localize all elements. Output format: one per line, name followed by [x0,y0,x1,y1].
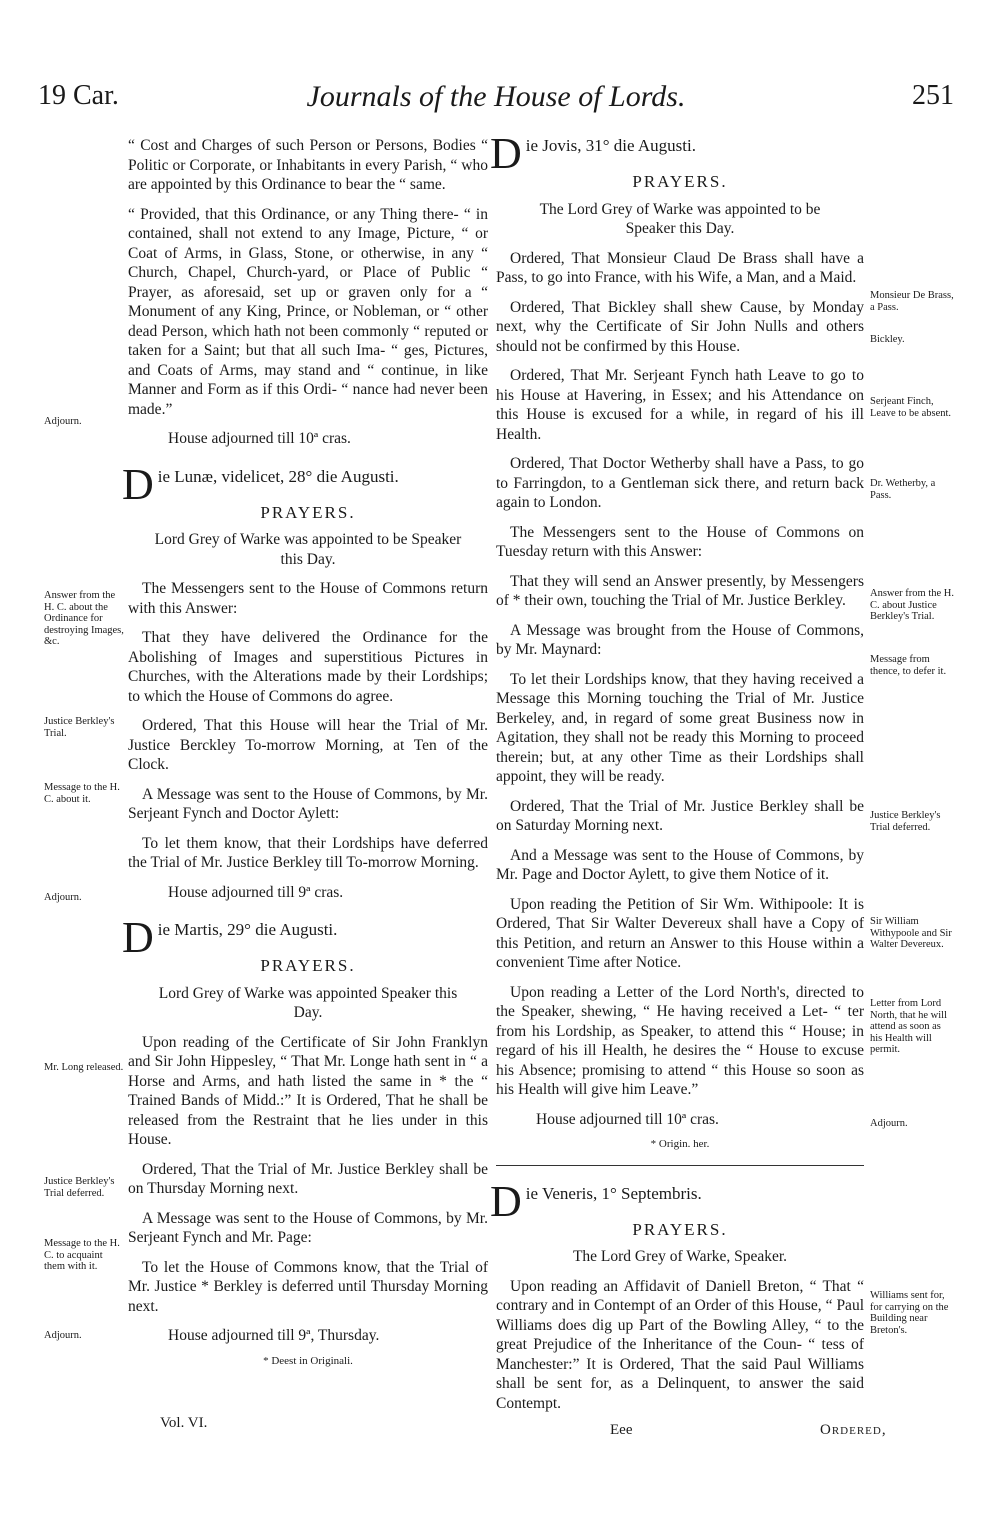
entry-paragraph: Ordered, That this House will hear the Trial of Mr. Justice Berckley To-morrow Morning, at Ten of the Clock. [128,717,488,773]
prayers-heading: PRAYERS. [260,956,356,975]
margin-note: Sir William Withypoole and Sir Walter Devereux. [870,916,952,950]
entry-paragraph: That they will send an Answer presently, by Messengers of * their own, touching the Trial of Mr. Justice Berkley. [496,572,864,609]
section-rule [496,1165,864,1166]
margin-note: Serjeant Finch, Leave to be absent. [870,396,952,419]
margin-note: Adjourn. [44,892,82,903]
margin-note: Message to the H. C. about it. [44,782,120,805]
speaker-line: The Lord Grey of Warke, Speaker. [572,1248,788,1265]
drop-cap: D [490,129,522,178]
entry-paragraph: A Message was sent to the House of Commons, by Mr. Serjeant Fynch and Mr. Page: [128,1209,488,1246]
prayers-heading: PRAYERS. [632,1219,728,1239]
adjournment: House adjourned till 9ª cras. [168,883,344,901]
margin-note: Justice Berkley's Trial. [44,716,115,739]
regnal-year: 19 Car. [38,80,119,111]
day-heading: Die Veneris, 1° Septembris. [490,1176,702,1226]
margin-note: Mr. Long released. [44,1062,124,1073]
entry-paragraph: That they have delivered the Ordinance for the Abolishing of Images and superstitious Pictures in Churches, with the Alterations made by their Lordships; to which the House of Commons do agree. [128,629,488,705]
page-number: 251 [912,80,954,111]
entry-paragraph: Ordered, That Bickley shall shew Cause, by Monday next, why the Certificate of Sir John Nulls and others should not be confirmed by this House. [496,298,864,355]
margin-note: Message to the H. C. to acquaint them with it. [44,1238,120,1272]
margin-note: Letter from Lord North, that he will attend as soon as his Health will permit. [870,998,947,1055]
margin-note: Dr. Wetherby, a Pass. [870,478,936,501]
day-heading: Die Martis, 29° die Augusti. [122,913,338,962]
speaker-line: The Lord Grey of Warke was appointed to be Speaker this Day. [539,200,821,237]
adjournment: House adjourned till 10ª cras. [168,430,351,447]
ordinance-proviso: “ Provided, that this Ordinance, or any Thing there- “ in contained, shall not extend to any Image, Picture, “ or Coat of Arms, in Glass, Stone, or otherwise, in any “ Church, Chapel, Church-yard, or Place of Public “ Prayer, as aforesaid, set up or graven only for a “ Monument of any King, Prince, or Nobleman, or “ other dead Person, which hath not been commonly “ reputed or taken for a Saint; but that all such Ima- “ ges, Pictures, and Coats of Arms, may stand and “ continue, in like Manner and Form as if this Ordi- “ nance had never been made.” [128,205,488,418]
drop-cap: D [490,1176,522,1226]
day-heading: Die Jovis, 31° die Augusti. [490,129,696,178]
entry-paragraph: The Messengers sent to the House of Commons on Tuesday return with this Answer: [496,523,864,560]
prayers-heading: PRAYERS. [260,502,356,522]
entry-paragraph: The Messengers sent to the House of Commons return with this Answer: [128,580,488,617]
entry-paragraph: Ordered, That Doctor Wetherby shall have a Pass, to go to Farringdon, to a Gentleman sick there, and return back again to London. [496,455,864,511]
left-column [122,136,488,1381]
page-header [0,80,992,130]
entry-paragraph: Upon reading a Letter of the Lord North's, directed to the Speaker, shewing, “ He having received a Let- “ ter from his Lordship, as Speaker, to attend this “ House; in regard of his ill Health, he desires the “ House to excuse his Absence; promising to attend “ this House so soon as his Health will give him Leave.” [496,983,864,1098]
right-column [490,129,864,1423]
ordinance-quote-continuation: “ Cost and Charges of such Person or Persons, Bodies “ Politic or Corporate, or Inhabitants in every Parish, “ who are appointed by this Ordinance to bear the “ same. [128,137,488,193]
margin-note: Monsieur De Brass, a Pass. [870,290,954,313]
entry-paragraph: And a Message was sent to the House of Commons, by Mr. Page and Doctor Aylett, to give them Notice of it. [496,846,864,883]
margin-note: Justice Berkley's Trial deferred. [44,1176,115,1199]
prayers-heading: PRAYERS. [632,172,728,191]
margin-note: Answer from the H. C. about the Ordinance for destroying Images, &c. [44,590,124,647]
drop-cap: D [122,459,154,509]
entry-paragraph: To let the House of Commons know, that the Trial of Mr. Justice * Berkley is deferred until Thursday Morning next. [128,1258,488,1315]
entry-paragraph: To let their Lordships know, that they having received a Message this Morning touching the Trial of Mr. Justice Berkeley, and, in regard of some great Business now in Agitation, they shall not be ready this Morning to proceed therein; but, at any other Time as their Lordships shall appoint, they will be ready. [496,670,864,785]
margin-note: Adjourn. [44,416,82,427]
margin-note: Adjourn. [44,1330,82,1341]
drop-cap: D [122,913,154,962]
entry-paragraph: To let them know, that their Lordships have deferred the Trial of Mr. Justice Berkley till To-morrow Morning. [128,834,488,871]
catchword: Ordered, [820,1422,887,1438]
volume-number: Vol. VI. [160,1415,208,1431]
entry-paragraph: Upon reading an Affidavit of Daniell Breton, “ That “ contrary and in Contempt of an Order of this House, “ Paul Williams does dig up Part of the Bowling Alley, “ to the great Prejudice of the Inheritance of the Coun- “ tess of Manchester:” It is Ordered, That the said Paul Williams shall be sent for, as a Delinquent, to answer the said Contempt. [496,1277,864,1412]
margin-note: Bickley. [870,334,905,345]
day-heading: Die Lunæ, videlicet, 28° die Augusti. [122,459,399,509]
margin-note: Message from thence, to defer it. [870,654,947,677]
margin-note: Answer from the H. C. about Justice Berkley's Trial. [870,588,954,622]
entry-paragraph: Ordered, That Monsieur Claud De Brass shall have a Pass, to go into France, with his Wife, a Man, and a Maid. [496,249,864,286]
entry-paragraph: A Message was brought from the House of Commons, by Mr. Maynard: [496,621,864,658]
signature-mark: Eee [610,1422,633,1438]
running-title: Journals of the House of Lords. [306,80,686,113]
adjournment: House adjourned till 9ª, Thursday. [168,1327,380,1344]
entry-paragraph: A Message was sent to the House of Commons, by Mr. Serjeant Fynch and Doctor Aylett: [128,785,488,822]
entry-paragraph: Ordered, That the Trial of Mr. Justice Berkley shall be on Thursday Morning next. [128,1160,488,1197]
entry-paragraph: Upon reading of the Certificate of Sir John Franklyn and Sir John Hippesley, “ That Mr. Longe hath sent in “ a Horse and Arms, and hath listed the same in * the “ Trained Bands of Midd.:” It is Ordered, That he shall be released from the Restraint that he lies under in this House. [128,1033,488,1148]
footnote: * Deest in Originali. [263,1354,353,1367]
entry-paragraph: Upon reading the Petition of Sir Wm. Withipoole: It is Ordered, That Sir Walter Devereux shall have a Copy of this Petition, and return an Answer to this House within a convenient Time after Notice. [496,895,864,971]
footnote: * Origin. her. [650,1138,710,1150]
entry-paragraph: Ordered, That Mr. Serjeant Fynch hath Leave to go to his House at Havering, in Essex; and his Attendance on this House is excused for a while, in regard of his ill Health. [496,367,864,443]
margin-note: Justice Berkley's Trial deferred. [870,810,941,833]
adjournment: House adjourned till 10ª cras. [536,1110,719,1128]
margin-note: Williams sent for, for carrying on the Building near Breton's. [870,1290,949,1336]
speaker-line: Lord Grey of Warke was appointed Speaker this Day. [158,984,458,1021]
margin-note: Adjourn. [870,1118,908,1129]
entry-paragraph: Ordered, That the Trial of Mr. Justice Berkley shall be on Saturday Morning next. [496,797,864,834]
speaker-line: Lord Grey of Warke was appointed to be Speaker this Day. [154,531,462,568]
